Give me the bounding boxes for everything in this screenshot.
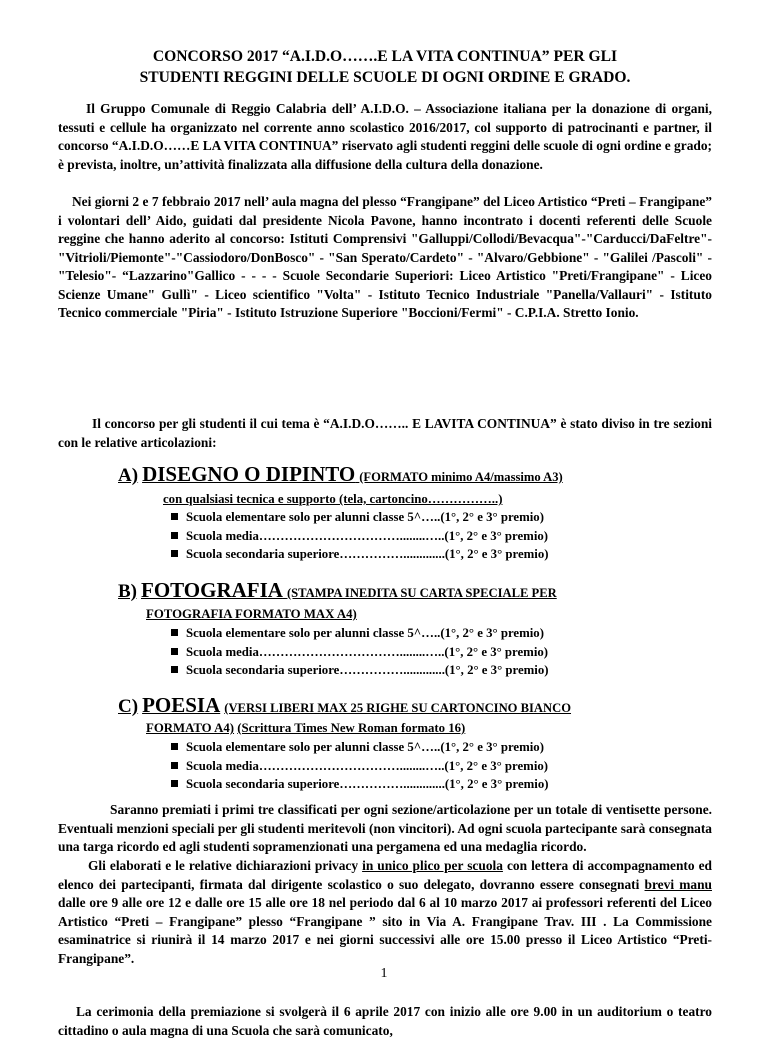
square-bullet-icon <box>171 550 178 557</box>
page-number: 1 <box>380 966 388 981</box>
intro-paragraph-2: Nei giorni 2 e 7 febbraio 2017 nell’ aula magna del plesso “Frangipane” del Liceo Artistico “Preti – Frangipane” i volontari dell’ Aido, guidati dal presidente Nicola Pavone, hanno incontrato i docenti referenti delle Scuole reggine che hanno aderito al concorso: Istituti Comprensivi "Galluppi/Collodi/Bevacqua"-"Carducci/DaFeltre"-"Vitrioli/Piemonte"-"Cassiodoro/DonBosco" - "San Sperato/Cardeto" - "Alvaro/Gebbione" - "Galilei /Pascoli" - "Telesio"- “Lazzarino"Gallico - - - - Scuole Secondarie Superiori: Liceo Artistico "Preti/Frangipane" - Liceo Scienze Umane" Gullì" - Liceo scientifico "Volta" - Istituto Tecnico Industriale "Panella/Vallauri" - Istituto Tecnico commerciale "Piria" - Istituto Istruzione Superiore "Boccioni/Fermi" - C.P.I.A. Stretto Ionio. <box>58 194 712 320</box>
section-b-name: FOTOGRAFIA <box>141 578 283 602</box>
list-item: Scuola secondaria superiore…………….............(1°, 2° e 3° premio) <box>171 661 549 680</box>
list-item: Scuola media……………………………........…..(1°, 2° e 3° premio) <box>171 757 549 776</box>
square-bullet-icon <box>171 762 178 769</box>
square-bullet-icon <box>171 743 178 750</box>
intro-paragraph-3: Il concorso per gli studenti il cui tema è “A.I.D.O…….. E LAVITA CONTINUA” è stato diviso in tre sezioni con le relative articolazioni: <box>58 416 712 450</box>
document-title <box>60 46 710 88</box>
section-c-name: POESIA <box>142 693 221 717</box>
section-b-note: (STAMPA INEDITA SU CARTA SPECIALE PER <box>286 586 557 600</box>
section-c-letter: C) <box>118 696 139 717</box>
section-c-list <box>171 738 549 794</box>
section-a-heading <box>118 462 718 487</box>
square-bullet-icon <box>171 648 178 655</box>
closing-paragraph-3: La cerimonia della premiazione si svolgerà il 6 aprile 2017 con inizio alle ore 9.00 in un auditorium o teatro cittadino o aula magna di una Scuola che sarà comunicato, <box>58 1004 712 1038</box>
section-b-letter: B) <box>118 581 137 602</box>
list-item: Scuola elementare solo per alunni classe 5^…..(1°, 2° e 3° premio) <box>171 508 549 527</box>
list-item: Scuola media……………………………........…..(1°, 2° e 3° premio) <box>171 643 549 662</box>
intro-paragraph-1: Il Gruppo Comunale di Reggio Calabria dell’ A.I.D.O. – Associazione italiana per la donazione di organi, tessuti e cellule ha organizzato nel corrente anno scolastico 2016/2017, col supporto di patrocinanti e partner, il concorso “A.I.D.O……E LA VITA CONTINUA” riservato agli studenti reggini delle scuole di ogni ordine e grado; è prevista, inoltre, un’attività finalizzata alla diffusione della cultura della donazione. <box>58 101 712 172</box>
section-b-subtitle: FOTOGRAFIA FORMATO MAX A4) <box>146 607 357 621</box>
square-bullet-icon <box>171 780 178 787</box>
list-item: Scuola elementare solo per alunni classe 5^…..(1°, 2° e 3° premio) <box>171 738 549 757</box>
by-hand-note: brevi manu <box>644 876 712 892</box>
list-item: Scuola media……………………………........…..(1°, 2° e 3° premio) <box>171 527 549 546</box>
section-a-list <box>171 508 549 564</box>
closing-paragraph-1: Saranno premiati i primi tre classificati per ogni sezione/articolazione per un totale di ventisette persone. Eventuali menzioni speciali per gli studenti meritevoli (non vincitori). Ad ogni scuola partecipante sarà consegnata una targa ricordo ed agli studenti sopramenzionati una pergamena ed una medaglia ricordo. <box>58 802 712 854</box>
square-bullet-icon <box>171 629 178 636</box>
section-a-note: (FORMATO minimo A4/massimo A3) <box>359 470 563 484</box>
square-bullet-icon <box>171 513 178 520</box>
closing-paragraph-2: Gli elaborati e le relative dichiarazioni privacy in unico plico per scuola con lettera di accompagnamento ed elenco dei partecipanti, firmata dal dirigente scolastico o suo delegato, dovranno essere consegnati brevi manu dalle ore 9 alle ore 12 e dalle ore 15 alle ore 18 nel periodo dal 6 al 10 marzo 2017 ai professori referenti del Liceo Artistico “Preti – Frangipane” plesso “Frangipane ” sito in Via A. Frangipane Trav. III . La Commissione esaminatrice si riunirà il 14 marzo 2017 e nei giorni successivi alle ore 15.00 presso il Liceo Artistico “Preti-Frangipane”. <box>58 858 712 966</box>
section-a-letter: A) <box>118 465 139 486</box>
list-item: Scuola secondaria superiore…………….............(1°, 2° e 3° premio) <box>171 775 549 794</box>
section-c-subtitle <box>146 719 465 737</box>
list-item: Scuola elementare solo per alunni classe 5^…..(1°, 2° e 3° premio) <box>171 624 549 643</box>
section-c-note: (VERSI LIBERI MAX 25 RIGHE SU CARTONCINO BIANCO <box>224 701 572 715</box>
list-item: Scuola secondaria superiore…………….............(1°, 2° e 3° premio) <box>171 545 549 564</box>
section-c-heading <box>118 693 718 718</box>
square-bullet-icon <box>171 666 178 673</box>
section-c-format: FORMATO A4) <box>146 721 235 735</box>
section-b-heading <box>118 578 718 603</box>
title-line-2: STUDENTI REGGINI DELLE SCUOLE DI OGNI ORDINE E GRADO. <box>139 69 631 86</box>
section-a-name: DISEGNO O DIPINTO <box>142 462 356 486</box>
title-line-1: CONCORSO 2017 “A.I.D.O…….E LA VITA CONTINUA” PER GLI <box>152 48 618 65</box>
single-package-note: in unico plico per scuola <box>362 858 503 873</box>
section-b-list <box>171 624 549 680</box>
square-bullet-icon <box>171 532 178 539</box>
section-a-subtitle: con qualsiasi tecnica e supporto (tela, cartoncino……………..) <box>163 492 503 506</box>
section-c-font-note: (Scrittura Times New Roman formato 16) <box>237 721 466 735</box>
